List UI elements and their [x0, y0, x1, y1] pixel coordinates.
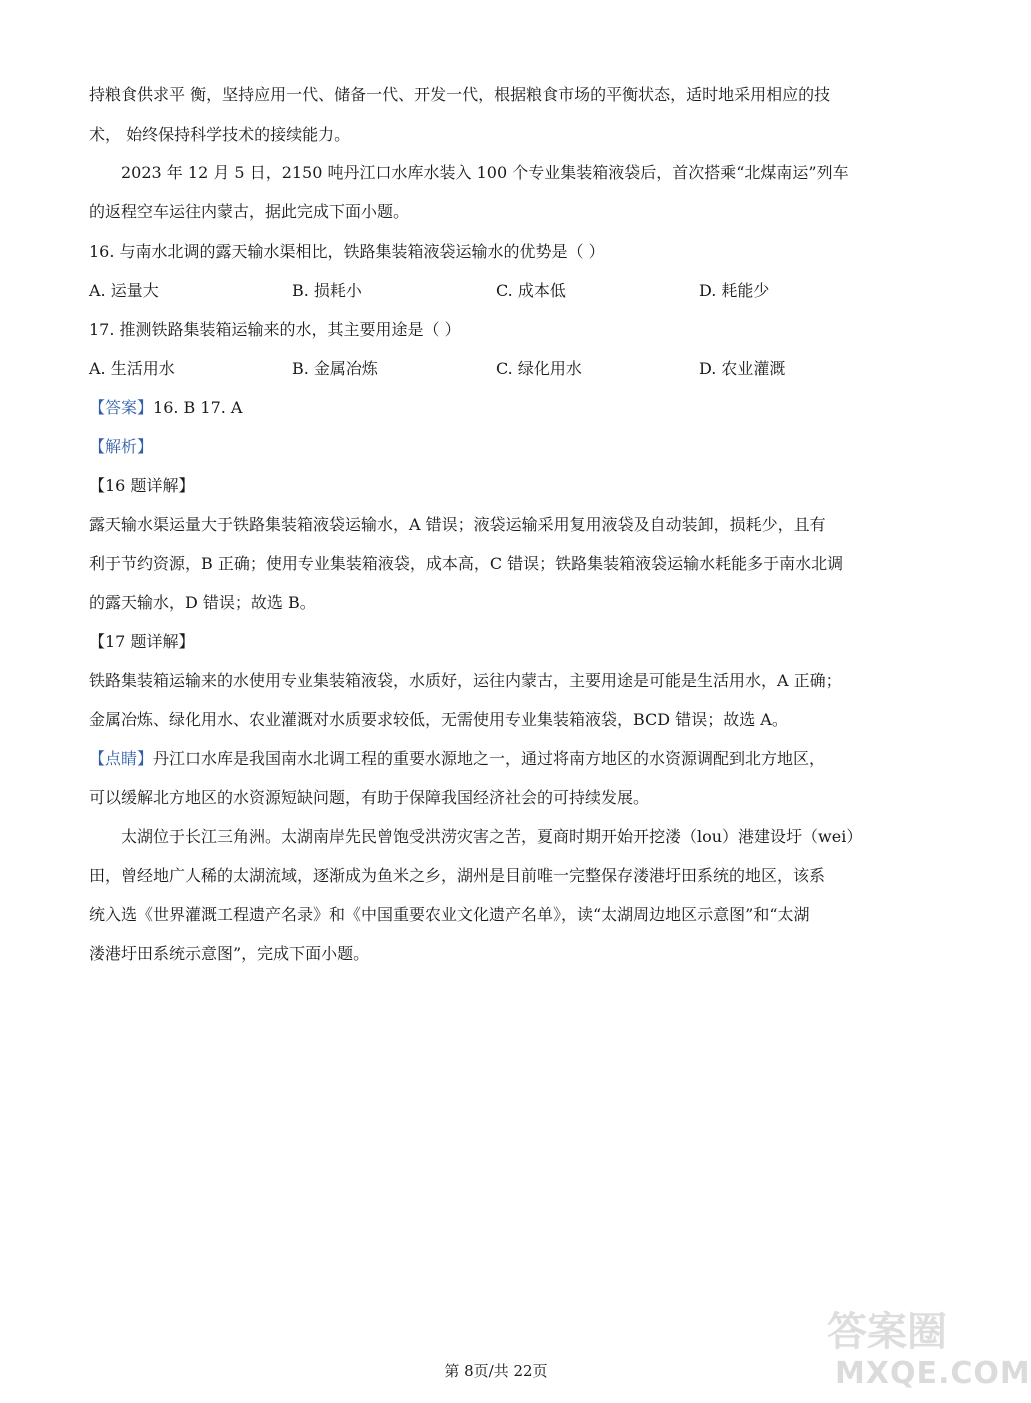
answer-line — [89, 397, 242, 419]
analysis-tag: 【解析】 — [89, 437, 154, 456]
answer-text: 16. B 17. A — [153, 398, 243, 417]
q17-option-b: B. 金属冶炼 — [292, 359, 378, 378]
tip-tag: 【点睛】 — [89, 749, 154, 768]
detail17-heading: 【17 题详解】 — [89, 632, 195, 651]
detail16-heading: 【16 题详解】 — [89, 476, 195, 495]
material1-line1: 2023 年 12 月 5 日，2150 吨丹江口水库水装入 100 个专业集装箱液袋后，首次搭乘“北煤南运”列车 — [121, 163, 849, 182]
detail16-line2: 利于节约资源，B 正确；使用专业集装箱液袋，成本高，C 错误；铁路集装箱液袋运输水耗能多于南水北调 — [89, 554, 844, 573]
detail16-line1: 露天输水渠运量大于铁路集装箱液袋运输水，A 错误；液袋运输采用复用液袋及自动装卸，损耗少，且有 — [89, 515, 826, 534]
q16-option-d: D. 耗能少 — [699, 281, 770, 300]
detail17-line1: 铁路集装箱运输来的水使用专业集装箱液袋，水质好，运往内蒙古，主要用途是可能是生活用水，A 正确； — [89, 671, 842, 690]
watermark-logo — [815, 1300, 1031, 1400]
q17-option-c: C. 绿化用水 — [496, 359, 582, 378]
material1-line2: 的返程空车运往内蒙古，据此完成下面小题。 — [89, 202, 410, 221]
paragraph-top-line2: 术， 始终保持科学技术的接续能力。 — [89, 125, 351, 144]
q17-option-a: A. 生活用水 — [89, 359, 175, 378]
material2-line1: 太湖位于长江三角洲。太湖南岸先民曾饱受洪涝灾害之苦，夏商时期开始开挖溇（lou）港建设圩（wei） — [121, 827, 863, 846]
tip-line2: 可以缓解北方地区的水资源短缺问题，有助于保障我国经济社会的可持续发展。 — [89, 788, 650, 807]
q17-option-d: D. 农业灌溉 — [699, 359, 786, 378]
q16-option-b: B. 损耗小 — [292, 281, 362, 300]
q16-option-c: C. 成本低 — [496, 281, 566, 300]
watermark-bottom-text: MXQE.COM — [835, 1356, 1031, 1391]
tip-line1 — [89, 748, 825, 770]
page-footer: 第 8页/共 22页 — [444, 1362, 548, 1380]
q16-option-a: A. 运量大 — [89, 281, 159, 300]
detail16-line3: 的露天输水，D 错误；故选 B。 — [89, 593, 316, 612]
answer-tag: 【答案】 — [89, 398, 154, 417]
material2-line3: 统入选《世界灌溉工程遗产名录》和《中国重要农业文化遗产名单》，读“太湖周边地区示意图”和“太湖 — [89, 905, 810, 924]
q16-stem: 16. 与南水北调的露天输水渠相比，铁路集装箱液袋运输水的优势是（ ） — [89, 242, 605, 261]
paragraph-top-line1: 持粮食供求平 衡，坚持应用一代、储备一代、开发一代，根据粮食市场的平衡状态，适时地采用相应的技 — [89, 85, 831, 104]
detail17-line2: 金属冶炼、绿化用水、农业灌溉对水质要求较低，无需使用专业集装箱液袋，BCD 错误；故选 A。 — [89, 710, 788, 729]
material2-line2: 田，曾经地广人稀的太湖流域，逐渐成为鱼米之乡，湖州是目前唯一完整保存溇港圩田系统的地区，该系 — [89, 866, 826, 885]
watermark-top-text: 答案圈 — [827, 1309, 947, 1355]
q17-stem: 17. 推测铁路集装箱运输来的水，其主要用途是（ ） — [89, 320, 461, 339]
tip-text-line1: 丹江口水库是我国南水北调工程的重要水源地之一，通过将南方地区的水资源调配到北方地区， — [153, 749, 826, 768]
material2-line4: 溇港圩田系统示意图”，完成下面小题。 — [89, 944, 370, 963]
